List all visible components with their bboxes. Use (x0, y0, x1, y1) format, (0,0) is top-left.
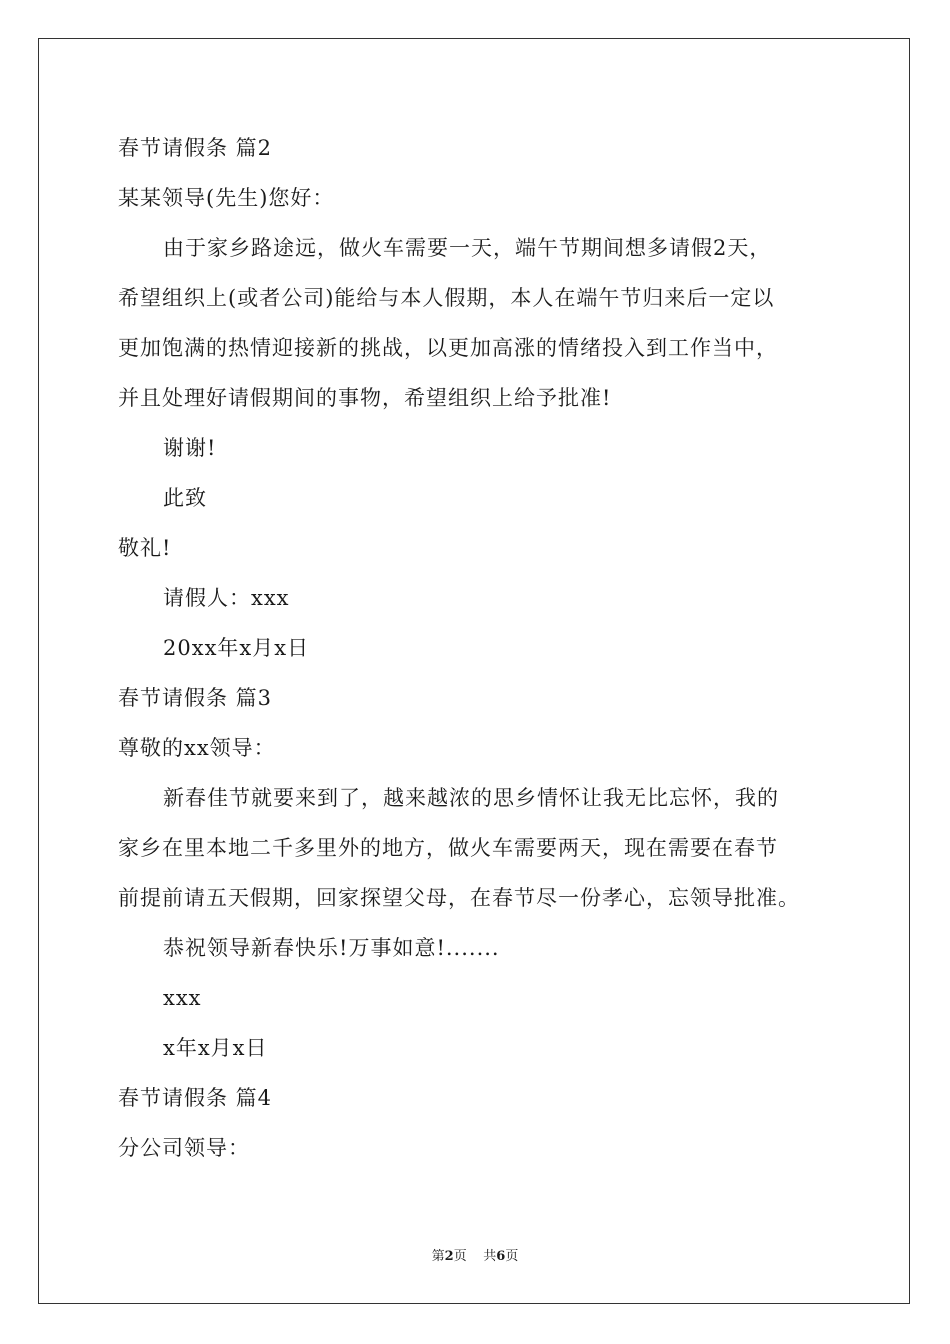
body-text-line: 并且处理好请假期间的事物，希望组织上给予批准! (118, 386, 612, 410)
greeting-line: 恭祝领导新春快乐!万事如意!....... (163, 936, 500, 960)
total-suffix: 页 (505, 1249, 519, 1264)
date-line: 20xx年x月x日 (163, 636, 310, 660)
body-text-line: 更加饱满的热情迎接新的挑战，以更加高涨的情绪投入到工作当中， (118, 336, 778, 360)
section-heading-2: 春节请假条 篇2 (118, 136, 273, 160)
salutation: 尊敬的xx领导： (118, 736, 276, 760)
body-text-line: 希望组织上(或者公司)能给与本人假期，本人在端午节归来后一定以 (118, 286, 775, 310)
body-text-line: 由于家乡路途远，做火车需要一天，端午节期间想多请假2天， (163, 236, 772, 260)
section-heading-4: 春节请假条 篇4 (118, 1086, 273, 1110)
total-pages: 6 (496, 1249, 506, 1264)
thanks-line: 谢谢! (163, 436, 217, 460)
body-text-line: 新春佳节就要来到了，越来越浓的思乡情怀让我无比忘怀，我的 (163, 786, 779, 810)
salutation: 某某领导(先生)您好： (118, 186, 335, 210)
page-border (38, 38, 910, 1304)
body-text-line: 前提前请五天假期，回家探望父母，在春节尽一份孝心，忘领导批准。 (118, 886, 800, 910)
closing-line: 此致 (163, 486, 207, 510)
signature-line: 请假人：xxx (163, 586, 290, 610)
total-prefix: 共 (483, 1249, 497, 1264)
page-number: 2 (444, 1249, 454, 1264)
date-line: x年x月x日 (163, 1036, 268, 1060)
section-heading-3: 春节请假条 篇3 (118, 686, 273, 710)
page-suffix: 页 (453, 1249, 467, 1264)
page-prefix: 第 (431, 1249, 445, 1264)
closing-salute: 敬礼! (118, 536, 172, 560)
body-text-line: 家乡在里本地二千多里外的地方，做火车需要两天，现在需要在春节 (118, 836, 778, 860)
page-footer (0, 1248, 950, 1266)
salutation: 分公司领导： (118, 1136, 250, 1160)
signature-line: xxx (163, 986, 202, 1010)
